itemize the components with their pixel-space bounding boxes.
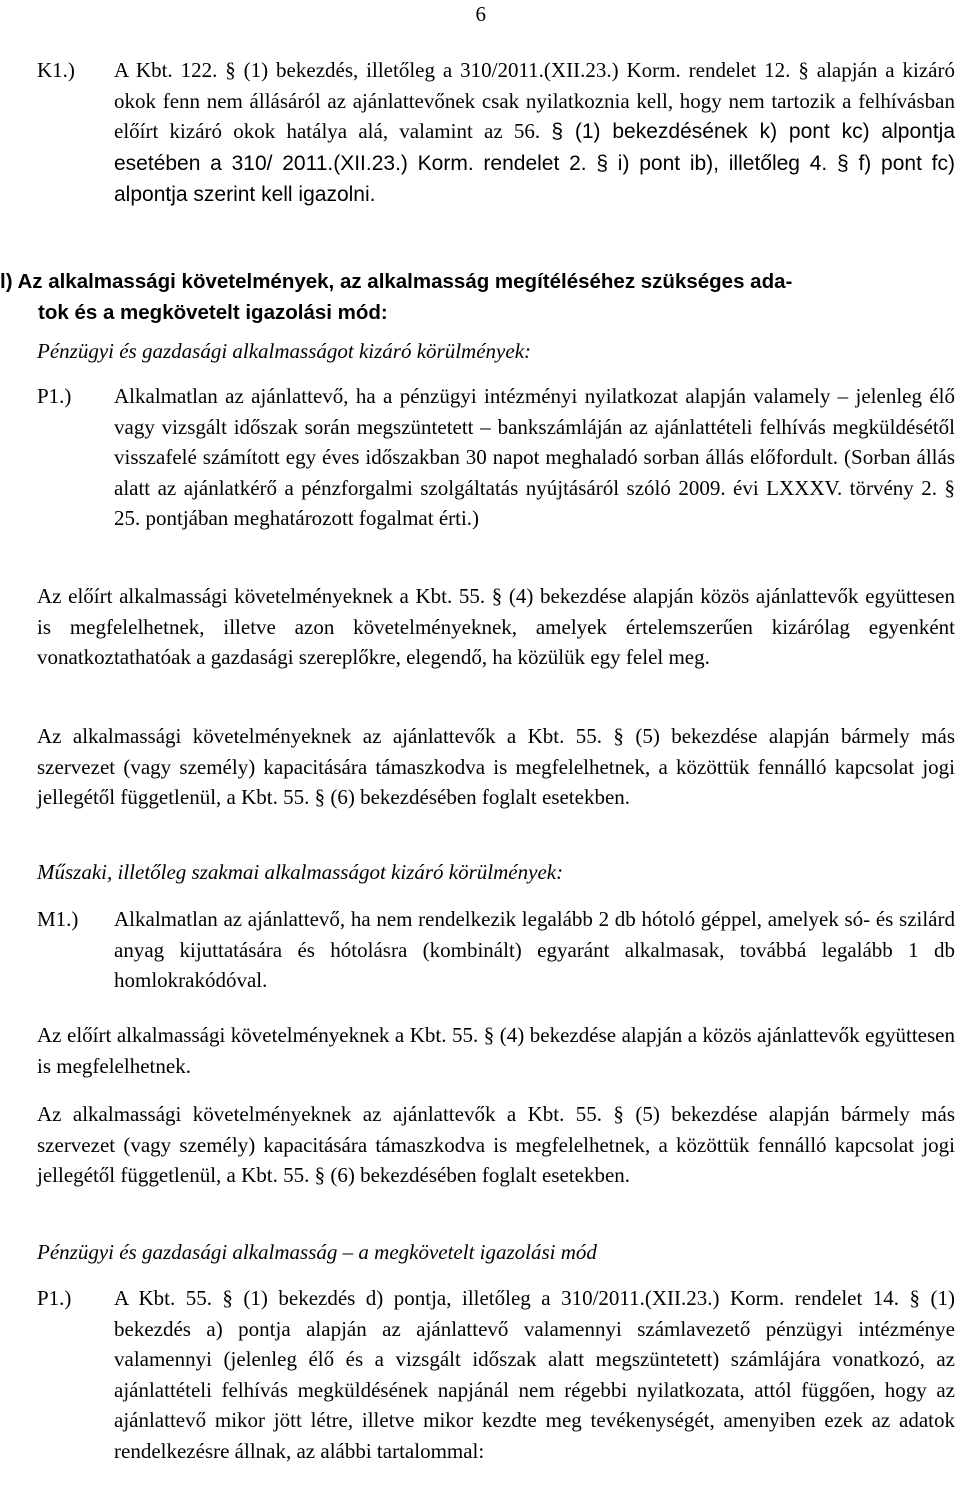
paragraph-joint-bidders-2: Az előírt alkalmassági követelményeknek a Kbt. 55. § (4) bekezdése alapján a közös ajánlattevők együttesen is megfelelhetnek. (37, 1023, 955, 1078)
paragraph-capacity: Az alkalmassági követelményeknek az ajánlattevők a Kbt. 55. § (5) bekezdése alapján bármely más szervezet (vagy személy) kapacitására támaszkodva is megfelelhetnek, a közöttük fennálló kapcsolat jogi jellegétől függetlenül, a Kbt. 55. § (6) bekezdésében foglalt esetekben. (37, 724, 955, 809)
p1b-label: P1.) (37, 1286, 72, 1310)
k1-label: K1.) (37, 58, 75, 82)
technical-heading: Műszaki, illetőleg szakmai alkalmasságot kizáró körülmények: (37, 860, 564, 884)
section-l-line1: l) Az alkalmassági követelmények, az alkalmasság megítéléséhez szükséges ada- (0, 270, 793, 293)
page-number: 6 (475, 2, 486, 26)
section-l-heading (0, 266, 950, 328)
m1-text: Alkalmatlan az ajánlattevő, ha nem rendelkezik legalább 2 db hótoló géppel, amelyek só- és szilárd anyag kijuttatására és hótolásra (kombinált) egyaránt alkalmasak, továbbá legalább 1 db homlokrakódóval. (114, 907, 955, 992)
financial-heading: Pénzügyi és gazdasági alkalmasságot kizáró körülmények: (37, 339, 532, 363)
verification-heading: Pénzügyi és gazdasági alkalmasság – a megkövetelt igazolási mód (37, 1240, 597, 1264)
p1-label: P1.) (37, 384, 72, 408)
m1-item (37, 904, 955, 996)
paragraph-capacity-2: Az alkalmassági követelményeknek az ajánlattevők a Kbt. 55. § (5) bekezdése alapján bármely más szervezet (vagy személy) kapacitására támaszkodva is megfelelhetnek, a közöttük fennálló kapcsolat jogi jellegétől függetlenül, a Kbt. 55. § (6) bekezdésében foglalt esetekben. (37, 1102, 955, 1187)
p1b-item (37, 1283, 955, 1466)
paragraph-joint-bidders: Az előírt alkalmassági követelményeknek a Kbt. 55. § (4) bekezdése alapján közös ajánlattevők együttesen is megfelelhetnek, illetve azon követelményeknek, amelyek értelemszerűen kizárólag egyenként vonatkoztathatóak a gazdasági szereplőkre, elegendő, ha közülük egy felel meg. (37, 584, 955, 669)
m1-label: M1.) (37, 907, 79, 931)
p1-text: Alkalmatlan az ajánlattevő, ha a pénzügyi intézményi nyilatkozat alapján valamely – jelenleg élő vagy vizsgált időszak során megszüntetett – bankszámláján az ajánlattételi felhívás megküldésétől visszafelé számított egy éves időszakban 30 napot meghaladó sorban állás előfordult. (Sorban állás alatt az ajánlatkérő a pénzforgalmi szolgáltatás nyújtásáról szóló 2009. évi LXXXV. törvény 2. § 25. pontjában meghatározott fogalmat érti.) (114, 384, 955, 530)
k1-item (37, 55, 955, 211)
p1b-text: A Kbt. 55. § (1) bekezdés d) pontja, illetőleg a 310/2011.(XII.23.) Korm. rendelet 14. § (1) bekezdés a) pontja alapján az ajánlattevő valamennyi számlavezető pénzügyi intézménye valamennyi (jelenleg élő és a vizsgált időszak alatt megszüntetett) számlájára vonatkozó, az ajánlattételi felhívás megküldésének napjánál nem régebbi nyilatkozata, attól függően, hogy az ajánlattevő mikor jött létre, illetve mikor kezdte meg tevékenységét, amenyiben ezek az adatok rendelkezésre állnak, az alábbi tartalommal: (114, 1286, 955, 1463)
p1-item (37, 381, 955, 534)
k1-text: A Kbt. 122. § (1) bekezdés, illetőleg a 310/2011.(XII.23.) Korm. rendelet 12. § alapján a kizáró okok fenn nem állásáról az ajánlattevőnek csak nyilatkoznia kell, hogy nem tartozik a felhívásban előírt kizáró okok hatálya alá, valamint az 56. § (1) bekezdésének k) pont kc) alpontja esetében a 310/ 2011.(XII.23.) Korm. rendelet 2. § i) pont ib), illetőleg 4. § f) pont fc) alpontja szerint kell igazolni. (114, 58, 955, 206)
section-l-line2: tok és a megkövetelt igazolási mód: (38, 301, 388, 324)
